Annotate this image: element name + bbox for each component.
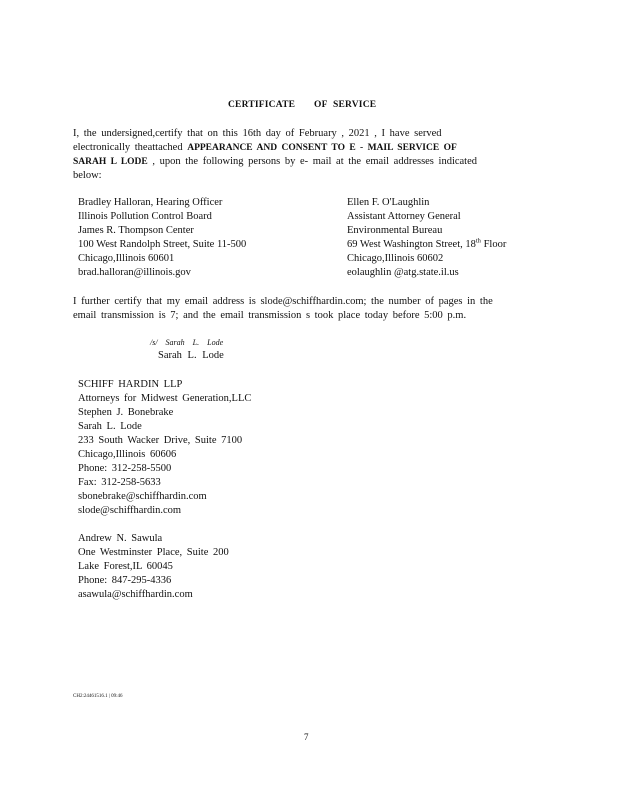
intro-line4: below: xyxy=(73,170,102,181)
recipient-2-building: Environmental Bureau xyxy=(347,225,443,236)
recipient-1-street: 100 West Randolph Street, Suite 11-500 xyxy=(78,239,247,250)
firm-role: Attorneys for Midwest Generation,LLC xyxy=(78,393,252,404)
recipient-1-org: Illinois Pollution Control Board xyxy=(78,211,212,222)
second-attorney-name: Andrew N. Sawula xyxy=(78,533,163,544)
certify-line2: email transmission is 7; and the email transmission s took place today before 5:00 p.m. xyxy=(73,310,467,321)
recipient-block-2 xyxy=(347,196,506,280)
signature-name: Sarah L. Lode xyxy=(158,350,224,361)
recipient-1-building: James R. Thompson Center xyxy=(78,225,194,236)
firm-email-1: sbonebrake@schiffhardin.com xyxy=(78,491,207,502)
firm-email-2: slode@schiffhardin.com xyxy=(78,505,182,516)
firm-attorney-1: Stephen J. Bonebrake xyxy=(78,407,174,418)
recipient-1-city: Chicago,Illinois 60601 xyxy=(78,253,175,264)
page-number: 7 xyxy=(304,732,309,742)
firm-attorney-2: Sarah L. Lode xyxy=(78,421,142,432)
recipient-2-street-main: 69 West Washington Street, 18 xyxy=(347,239,476,250)
recipient-2-email: eolaughlin @atg.state.il.us xyxy=(347,267,459,278)
certify-line1: I further certify that my email address is slode@schiffhardin.com; the number of pages in the xyxy=(73,296,493,307)
intro-line3-rest: , upon the following persons by e- mail at the email addresses indicated xyxy=(147,156,478,167)
signature-script: /s/ Sarah L. Lode xyxy=(150,338,224,347)
recipient-1-name: Bradley Halloran, Hearing Officer xyxy=(78,197,223,208)
firm-phone: Phone: 312-258-5500 xyxy=(78,463,172,474)
recipient-2-org: Assistant Attorney General xyxy=(347,211,461,222)
recipient-2-street-tail: Floor xyxy=(480,239,507,250)
recipient-2-city: Chicago,Illinois 60602 xyxy=(347,253,444,264)
second-attorney-city: Lake Forest,IL 60045 xyxy=(78,561,173,572)
firm-fax: Fax: 312-258-5633 xyxy=(78,477,161,488)
second-attorney-email: asawula@schiffhardin.com xyxy=(78,589,193,600)
title-part1: CERTIFICATE xyxy=(228,100,296,110)
recipient-block-1 xyxy=(78,196,246,280)
second-attorney-phone: Phone: 847-295-4336 xyxy=(78,575,172,586)
firm-city: Chicago,Illinois 60606 xyxy=(78,449,177,460)
recipient-1-email: brad.halloran@illinois.gov xyxy=(78,267,191,278)
firm-name: SCHIFF HARDIN LLP xyxy=(78,379,183,390)
document-id: CH2:24461516.1 | 09:46 xyxy=(73,694,123,699)
attorney-name-bold: SARAH L LODE xyxy=(73,157,148,167)
intro-line3 xyxy=(73,156,477,167)
document-title: APPEARANCE AND CONSENT TO E - MAIL SERVICE OF xyxy=(187,143,457,153)
recipient-2-name: Ellen F. O'Laughlin xyxy=(347,197,430,208)
recipient-2-street-sup: th xyxy=(475,237,481,245)
firm-block xyxy=(78,378,251,518)
recipient-2-street xyxy=(347,238,506,252)
firm-street: 233 South Wacker Drive, Suite 7100 xyxy=(78,435,243,446)
title-part3: SERVICE xyxy=(333,100,377,110)
intro-line1: I, the undersigned,certify that on this 16th day of February , 2021 , I have served xyxy=(73,128,442,139)
second-attorney-block xyxy=(78,532,229,602)
intro-line2-prefix: electronically theattached xyxy=(73,142,188,153)
second-attorney-building: One Westminster Place, Suite 200 xyxy=(78,547,229,558)
title-part2: OF xyxy=(314,100,328,110)
intro-line2 xyxy=(73,142,457,153)
